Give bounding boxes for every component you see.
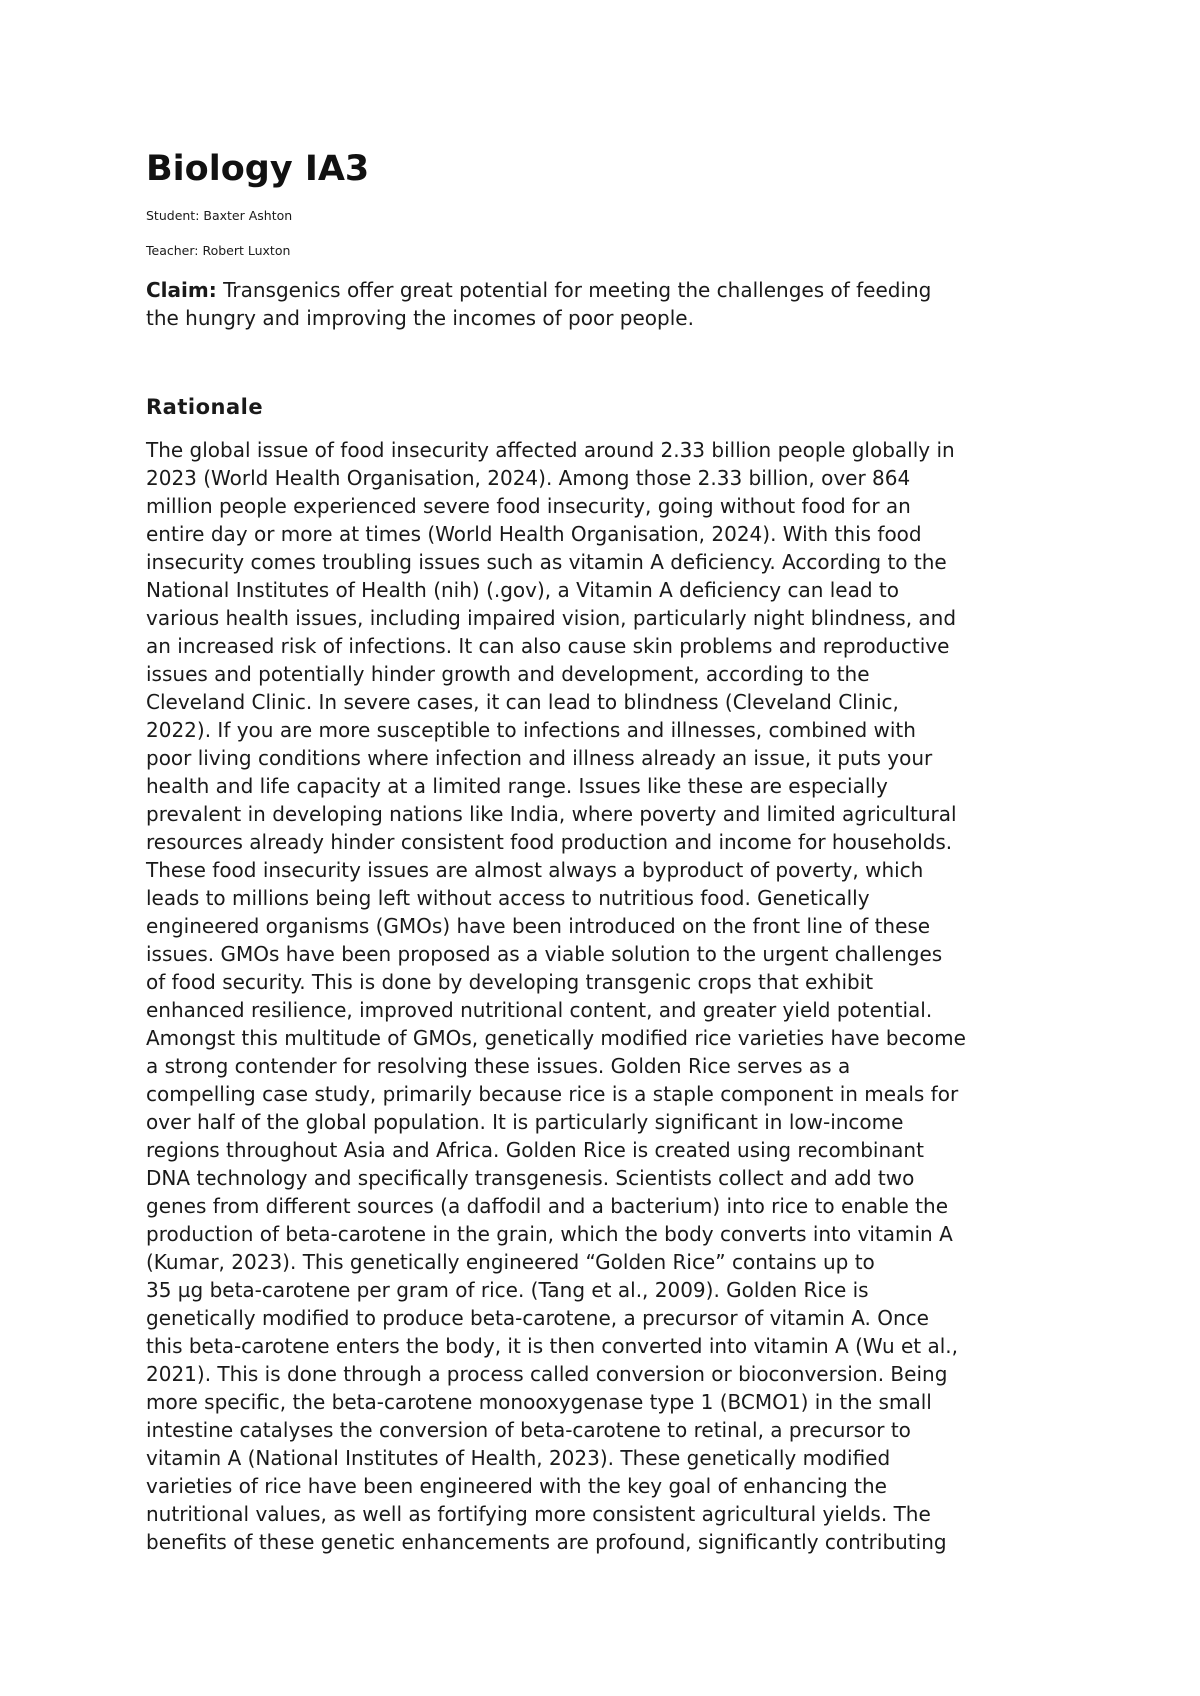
paragraph-line: 2021). This is done through a process called conversion or bioconversion. Being [146, 1362, 948, 1386]
paragraph-line: regions throughout Asia and Africa. Golden Rice is created using recombinant [146, 1138, 924, 1162]
paragraph-line: of food security. This is done by developing transgenic crops that exhibit [146, 970, 874, 994]
document-page [146, 0, 1066, 1696]
claim-text-line: Transgenics offer great potential for meeting the challenges of feeding [216, 278, 932, 302]
paragraph-line: Amongst this multitude of GMOs, genetically modified rice varieties have become [146, 1026, 966, 1050]
paragraph-line: an increased risk of infections. It can also cause skin problems and reproductive [146, 634, 950, 658]
paragraph-line: health and life capacity at a limited range. Issues like these are especially [146, 774, 888, 798]
paragraph-line: 2023 (World Health Organisation, 2024). Among those 2.33 billion, over 864 [146, 466, 911, 490]
paragraph-line: issues and potentially hinder growth and development, according to the [146, 662, 870, 686]
paragraph-line: insecurity comes troubling issues such as vitamin A deficiency. According to the [146, 550, 947, 574]
document-title: Biology IA3 [146, 149, 370, 189]
paragraph-line: enhanced resilience, improved nutritional content, and greater yield potential. [146, 998, 933, 1022]
paragraph-line: more specific, the beta-carotene monooxygenase type 1 (BCMO1) in the small [146, 1390, 932, 1414]
paragraph-line: compelling case study, primarily because rice is a staple component in meals for [146, 1082, 959, 1106]
paragraph-line: million people experienced severe food insecurity, going without food for an [146, 494, 911, 518]
paragraph-line: various health issues, including impaired vision, particularly night blindness, and [146, 606, 957, 630]
paragraph-line: benefits of these genetic enhancements are profound, significantly contributing [146, 1530, 947, 1554]
student-name: Student: Baxter Ashton [146, 208, 293, 223]
paragraph-line: genes from different sources (a daffodil and a bacterium) into rice to enable the [146, 1194, 949, 1218]
claim-label: Claim: [146, 278, 217, 302]
paragraph-line: poor living conditions where infection and illness already an issue, it puts your [146, 746, 933, 770]
claim-paragraph [146, 276, 1046, 332]
paragraph-line: vitamin A (National Institutes of Health, 2023). These genetically modified [146, 1446, 891, 1470]
paragraph-line: 2022). If you are more susceptible to infections and illnesses, combined with [146, 718, 916, 742]
paragraph-line: DNA technology and specifically transgenesis. Scientists collect and add two [146, 1166, 915, 1190]
paragraph-line: leads to millions being left without access to nutritious food. Genetically [146, 886, 870, 910]
paragraph-line: prevalent in developing nations like India, where poverty and limited agricultural [146, 802, 957, 826]
paragraph-line: resources already hinder consistent food production and income for households. [146, 830, 953, 854]
paragraph-line: intestine catalyses the conversion of beta-carotene to retinal, a precursor to [146, 1418, 911, 1442]
rationale-heading: Rationale [146, 395, 264, 419]
paragraph-line: this beta-carotene enters the body, it is then converted into vitamin A (Wu et al., [146, 1334, 959, 1358]
paragraph-line: genetically modified to produce beta-carotene, a precursor of vitamin A. Once [146, 1306, 929, 1330]
paragraph-line: Cleveland Clinic. In severe cases, it can lead to blindness (Cleveland Clinic, [146, 690, 899, 714]
paragraph-line: over half of the global population. It is particularly significant in low-income [146, 1110, 904, 1134]
paragraph-line: production of beta-carotene in the grain, which the body converts into vitamin A [146, 1222, 953, 1246]
rationale-paragraph [146, 436, 1066, 1556]
paragraph-line: engineered organisms (GMOs) have been introduced on the front line of these [146, 914, 931, 938]
paragraph-line: (Kumar, 2023). This genetically engineered “Golden Rice” contains up to [146, 1250, 875, 1274]
paragraph-line: a strong contender for resolving these issues. Golden Rice serves as a [146, 1054, 851, 1078]
paragraph-line: issues. GMOs have been proposed as a viable solution to the urgent challenges [146, 942, 943, 966]
paragraph-line: 35 µg beta-carotene per gram of rice. (Tang et al., 2009). Golden Rice is [146, 1278, 869, 1302]
paragraph-line: These food insecurity issues are almost always a byproduct of poverty, which [146, 858, 924, 882]
paragraph-line: The global issue of food insecurity affected around 2.33 billion people globally in [146, 438, 955, 462]
paragraph-line: varieties of rice have been engineered with the key goal of enhancing the [146, 1474, 887, 1498]
teacher-name: Teacher: Robert Luxton [146, 243, 291, 258]
paragraph-line: entire day or more at times (World Health Organisation, 2024). With this food [146, 522, 922, 546]
claim-text-line: the hungry and improving the incomes of poor people. [146, 306, 694, 330]
paragraph-line: nutritional values, as well as fortifying more consistent agricultural yields. The [146, 1502, 931, 1526]
paragraph-line: National Institutes of Health (nih) (.gov), a Vitamin A deficiency can lead to [146, 578, 899, 602]
